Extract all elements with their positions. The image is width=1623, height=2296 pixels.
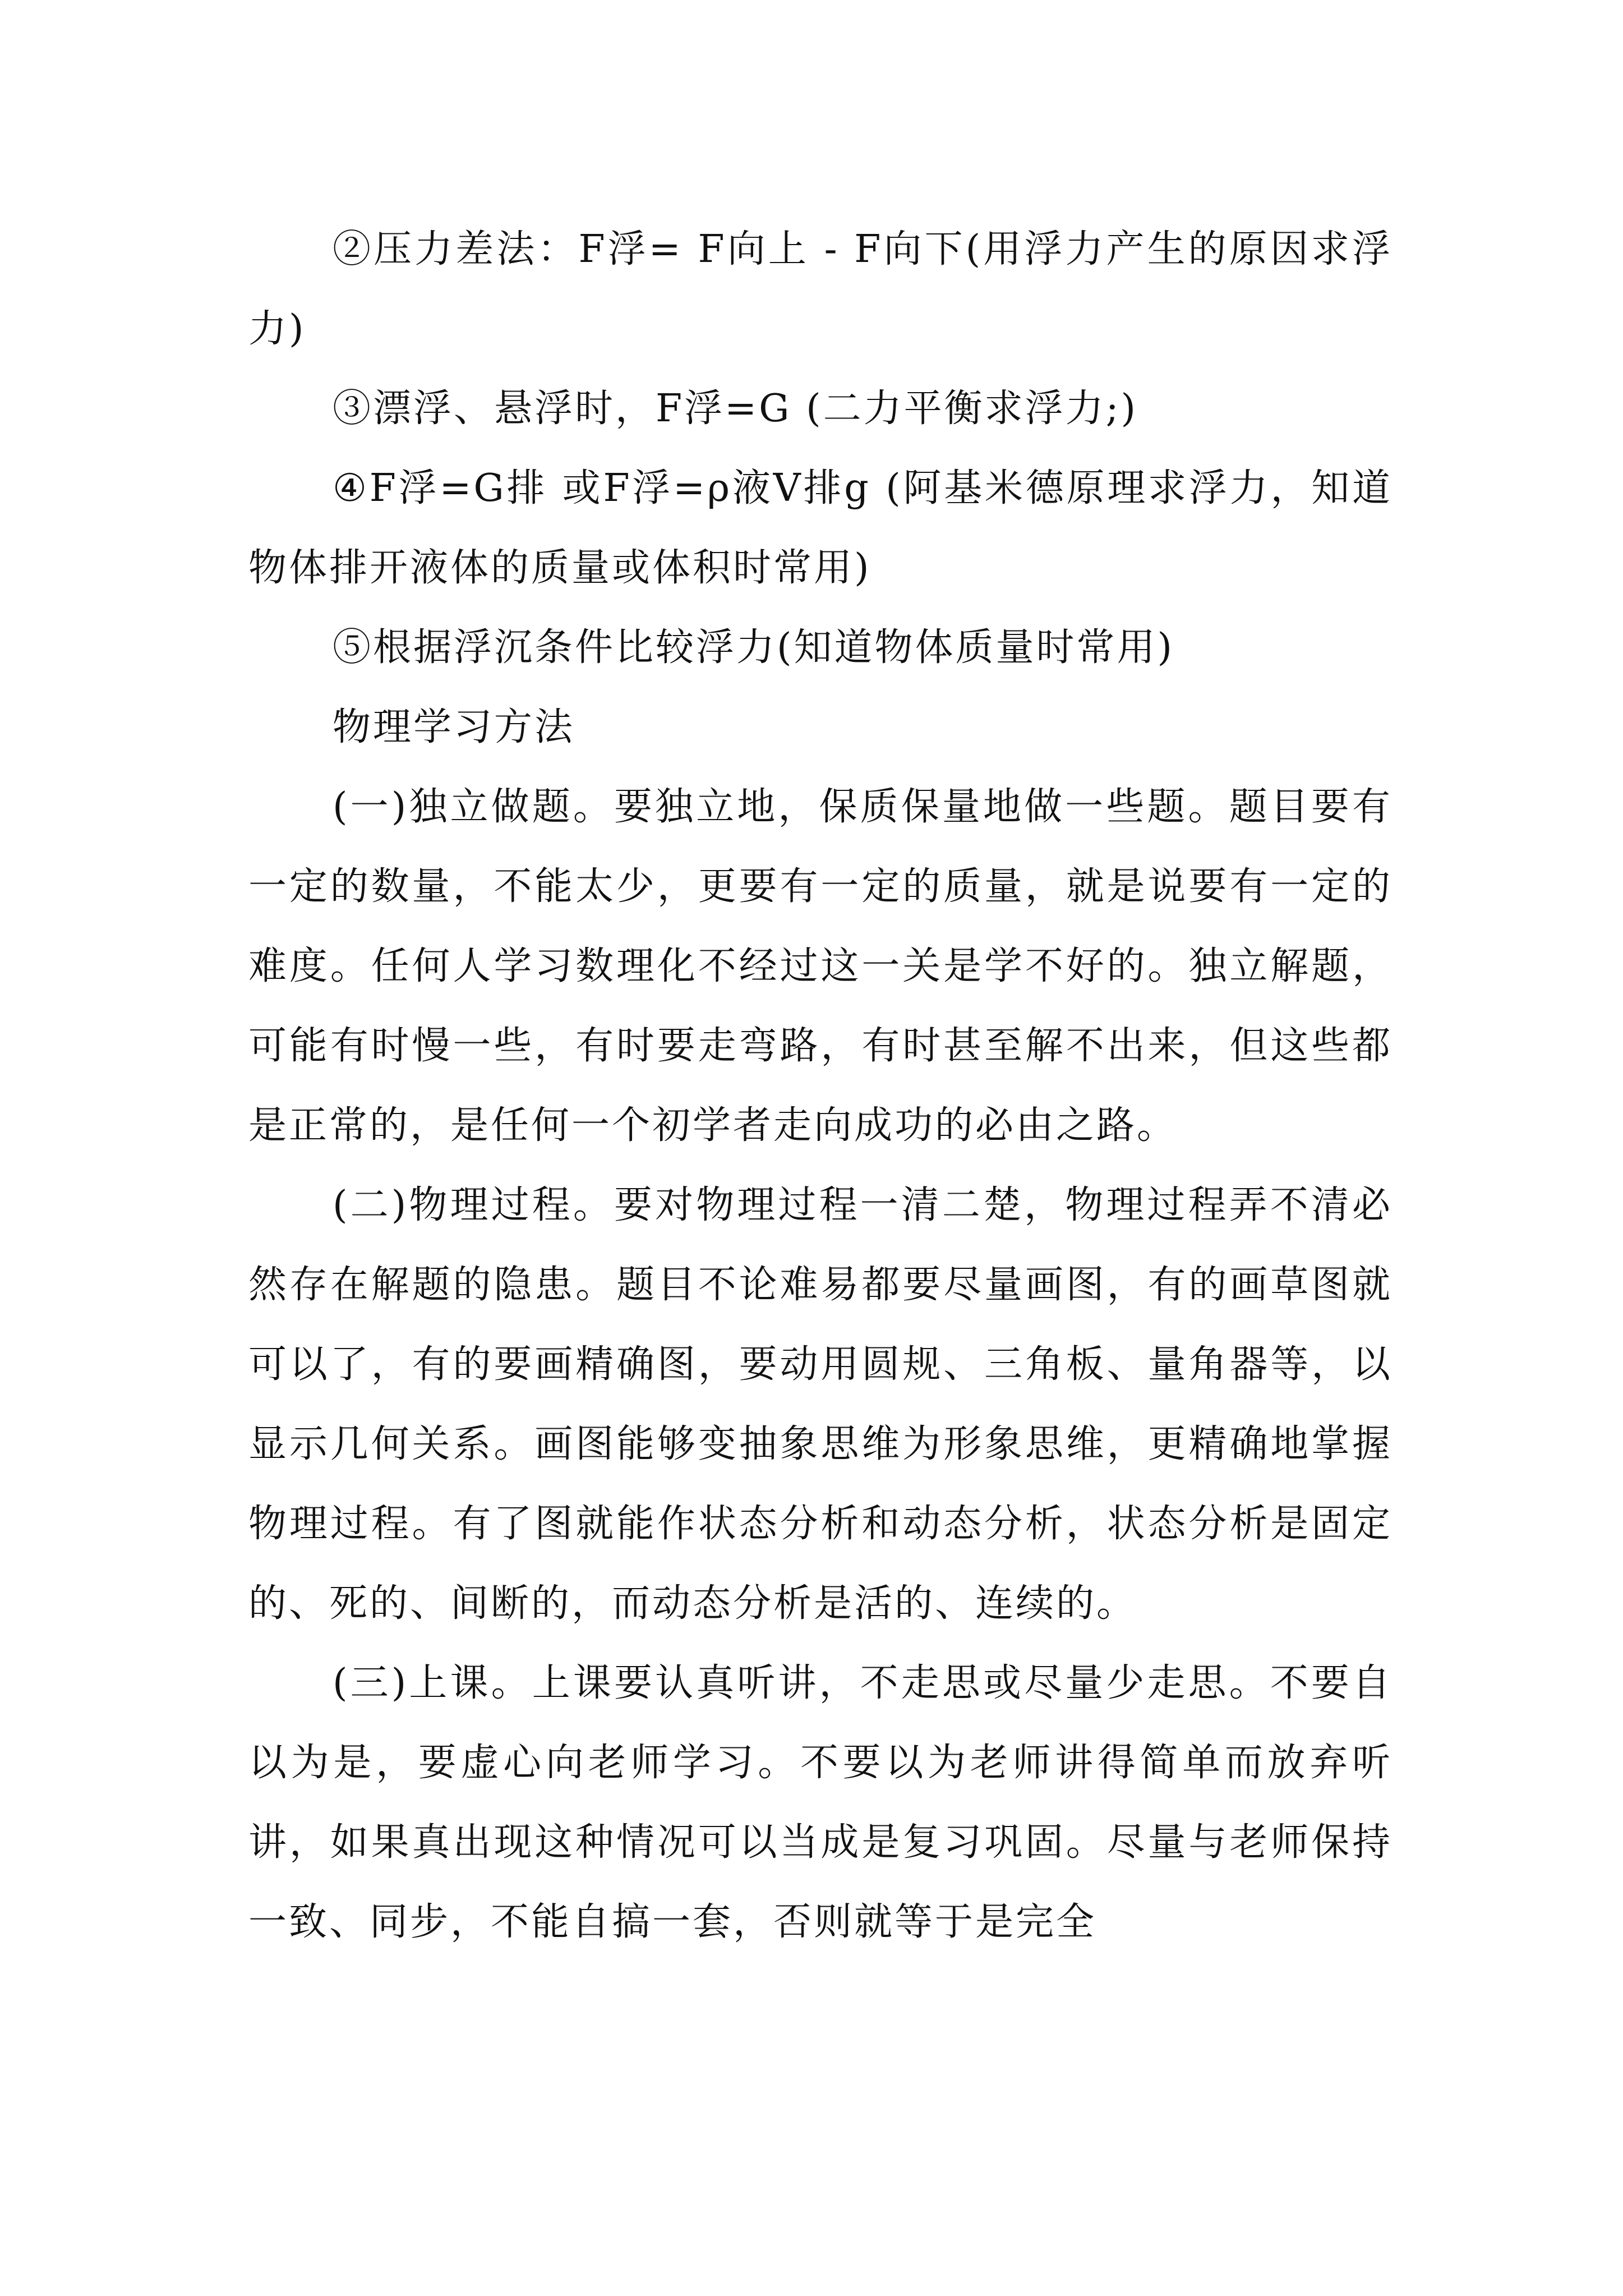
- paragraph-floating-balance: ③漂浮、悬浮时，F浮=G (二力平衡求浮力;): [333, 386, 1138, 431]
- paragraph-archimedes: ④F浮=G排 或F浮=ρ液V排g (阿基米德原理求浮力，知道物体排开液体的质量或体积时常用): [248, 466, 1393, 590]
- paragraph-pressure-difference: ②压力差法：F浮= F向上 - F向下(用浮力产生的原因求浮力): [248, 227, 1393, 351]
- paragraph-physical-process: (二)物理过程。要对物理过程一清二楚，物理过程弄不清必然存在解题的隐患。题目不论难易都要尽量画图，有的画草图就可以了，有的要画精确图，要动用圆规、三角板、量角器等，以显示几何关系。画图能够变抽象思维为形象思维，更精确地掌握物理过程。有了图就能作状态分析和动态分析，状态分析是固定的、死的、间断的，而动态分析是活的、连续的。: [248, 1183, 1393, 1626]
- paragraph-independent-practice: (一)独立做题。要独立地，保质保量地做一些题。题目要有一定的数量，不能太少，更要有一定的质量，就是说要有一定的难度。任何人学习数理化不经过这一关是学不好的。独立解题，可能有时慢一些，有时要走弯路，有时甚至解不出来，但这些都是正常的，是任何一个初学者走向成功的必由之路。: [248, 785, 1393, 1148]
- paragraph-in-class: (三)上课。上课要认真听讲，不走思或尽量少走思。不要自以为是，要虚心向老师学习。不要以为老师讲得简单而放弃听讲，如果真出现这种情况可以当成是复习巩固。尽量与老师保持一致、同步，不能自搞一套，否则就等于是完全: [248, 1661, 1393, 1944]
- paragraph-sink-float-condition: ⑤根据浮沉条件比较浮力(知道物体质量时常用): [333, 625, 1175, 670]
- document-body: [248, 210, 1393, 1962]
- section-heading: 物理学习方法: [333, 705, 575, 749]
